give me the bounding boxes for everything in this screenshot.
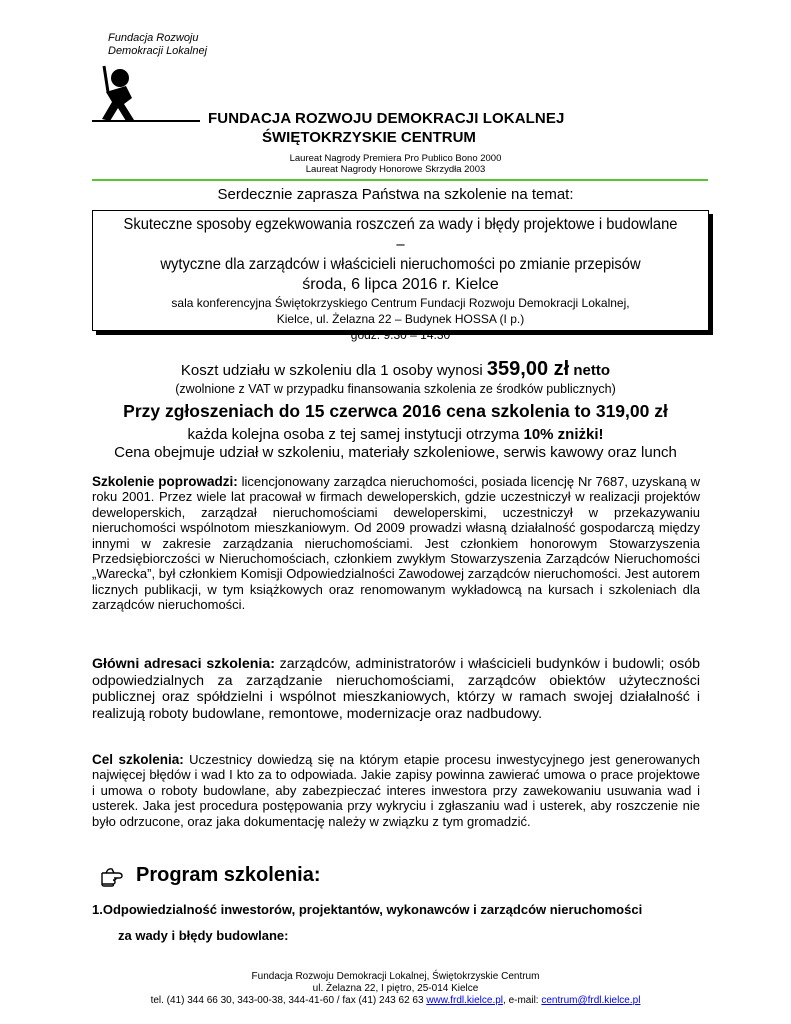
event-title-line-2: wytyczne dla zarządców i właścicieli nieruchomości po zmianie przepisów <box>160 256 641 273</box>
vat-note: (zwolnione z VAT w przypadku finansowania szkolenia ze środków publicznych) <box>175 382 616 396</box>
goal-paragraph <box>92 752 700 829</box>
event-venue-2: Kielce, ul. Żelazna 22 – Budynek HOSSA (I p.) <box>276 312 525 326</box>
event-box <box>92 210 709 342</box>
early-offer: Przy zgłoszeniach do 15 czerwca 2016 cena szkolenia to 319,00 zł <box>123 401 668 421</box>
footer-phones: tel. (41) 344 66 30, 343-00-38, 344-41-60 / fax (41) 243 62 63 <box>150 995 424 1006</box>
pointing-hand-icon <box>100 865 128 887</box>
logo-text <box>108 32 207 58</box>
footer-contact <box>0 995 791 1006</box>
price-prefix: Koszt udziału w szkoleniu dla 1 osoby wynosi <box>180 362 483 379</box>
discount-prefix: każda kolejna osoba z tej samej instytucji otrzyma <box>187 426 520 443</box>
logo-line-2: Demokracji Lokalnej <box>108 45 208 57</box>
logo-figure-icon <box>96 64 144 122</box>
footer-address: ul. Żelazna 22, I piętro, 25-014 Kielce <box>312 983 479 994</box>
goal-text: Uczestnicy dowiedzą się na którym etapie procesu inwestycyjnego jest generowanych najwięcej błędów i wad I kto za to odpowiada. Jakie zapisy powinna zawierać umowa o prace projektowe i umowa o roboty budowlane, aby zabezpieczać interes inwestora przy zawekowaniu usuwania wad i usterek. Jaka jest procedura postępowania przy wykryciu i zgłaszaniu wad i usterek, aby roszczenie nie było odrzucone, oraz jaka dokumentację należy w związku z tym gromadzić. <box>92 752 700 829</box>
laureate-award-2: Laureat Nagrody Honorowe Skrzydła 2003 <box>305 164 486 175</box>
footer-organization: Fundacja Rozwoju Demokracji Lokalnej, Świętokrzyskie Centrum <box>251 971 540 982</box>
event-title-line-1: Skuteczne sposoby egzekwowania roszczeń za wady i błędy projektowe i budowlane – <box>123 216 678 253</box>
event-hours: godz. 9.30 – 14.30 <box>350 328 451 342</box>
event-date: środa, 6 lipca 2016 r. Kielce <box>302 276 499 293</box>
trainer-paragraph <box>92 474 700 613</box>
footer-email-link[interactable]: centrum@frdl.kielce.pl <box>541 995 641 1006</box>
program-heading <box>100 864 321 887</box>
audience-paragraph <box>92 656 700 722</box>
program-item-1-continued: za wady i błędy budowlane: <box>118 928 289 943</box>
price-suffix: netto <box>573 362 611 379</box>
invitation-text: Serdecznie zaprasza Państwa na szkolenie na temat: <box>217 186 574 203</box>
center-name: ŚWIĘTOKRZYSKIE CENTRUM <box>262 129 476 146</box>
organization-name: FUNDACJA ROZWOJU DEMOKRACJI LOKALNEJ <box>208 110 565 127</box>
header-divider <box>92 179 708 181</box>
price-value: 359,00 zł <box>486 358 570 380</box>
laureate-award-1: Laureat Nagrody Premiera Pro Publico Bono 2000 <box>289 153 502 164</box>
logo-line-1: Fundacja Rozwoju <box>108 32 199 44</box>
program-item-1: 1.Odpowiedzialność inwestorów, projektantów, wykonawców i zarządców nieruchomości <box>92 902 643 917</box>
event-title <box>118 215 684 275</box>
event-venue-1: sala konferencyjna Świętokrzyskiego Centrum Fundacji Rozwoju Demokracji Lokalnej, <box>171 296 630 310</box>
price-covers: Cena obejmuje udział w szkoleniu, materiały szkoleniowe, serwis kawowy oraz lunch <box>114 444 677 461</box>
program-heading-text: Program szkolenia: <box>136 864 321 886</box>
audience-text: zarządców, administratorów i właścicieli budynków i budowli; osób odpowiedzialnych za zarządzanie nieruchomościami, zarządców obiektów użyteczności publicznej oraz spółdzielni i wspólnot mieszkaniowych, którzy w ramach swojej działalność i realizują roboty budowlane, remontowe, modernizacje oraz nadbudowy. <box>92 656 700 722</box>
footer-email-label: , e-mail: <box>503 995 539 1006</box>
logo-underline <box>92 120 200 122</box>
discount-line <box>0 426 791 443</box>
discount-value: 10% zniżki! <box>523 426 604 443</box>
trainer-text: licencjonowany zarządca nieruchomości, posiada licencję Nr 7687, uzyskaną w roku 2001. Przez wiele lat pracował w firmach deweloperskich, gdzie uczestniczył w realizacji projektów deweloperskich, zarządzał nieruchomościami deweloperskimi, uczestniczył w przekazywaniu nieruchomości wspólnotom mieszkaniowym. Od 2009 prowadzi własną działalność gospodarczą między innymi w zakresie zarządzania nieruchomościami. Jest członkiem honorowym Stowarzyszenia Przedsiębiorczości w Nieruchomościach, członkiem zwykłym Stowarzyszenia Zarządców Nieruchomości „Warecka”, był członkiem Komisji Odpowiedzialności Zawodowej zarządców nieruchomości. Jest autorem licznych publikacji, w tym książkowych oraz renomowanym wykładowcą na kursach i szkoleniach dla zarządców nieruchomości. <box>92 474 700 613</box>
footer-website-link[interactable]: www.frdl.kielce.pl <box>426 995 504 1006</box>
price-line <box>0 358 791 381</box>
trainer-label: Szkolenie poprowadzi: <box>92 474 238 489</box>
audience-label: Główni adresaci szkolenia: <box>92 656 275 672</box>
goal-label: Cel szkolenia: <box>92 752 184 767</box>
